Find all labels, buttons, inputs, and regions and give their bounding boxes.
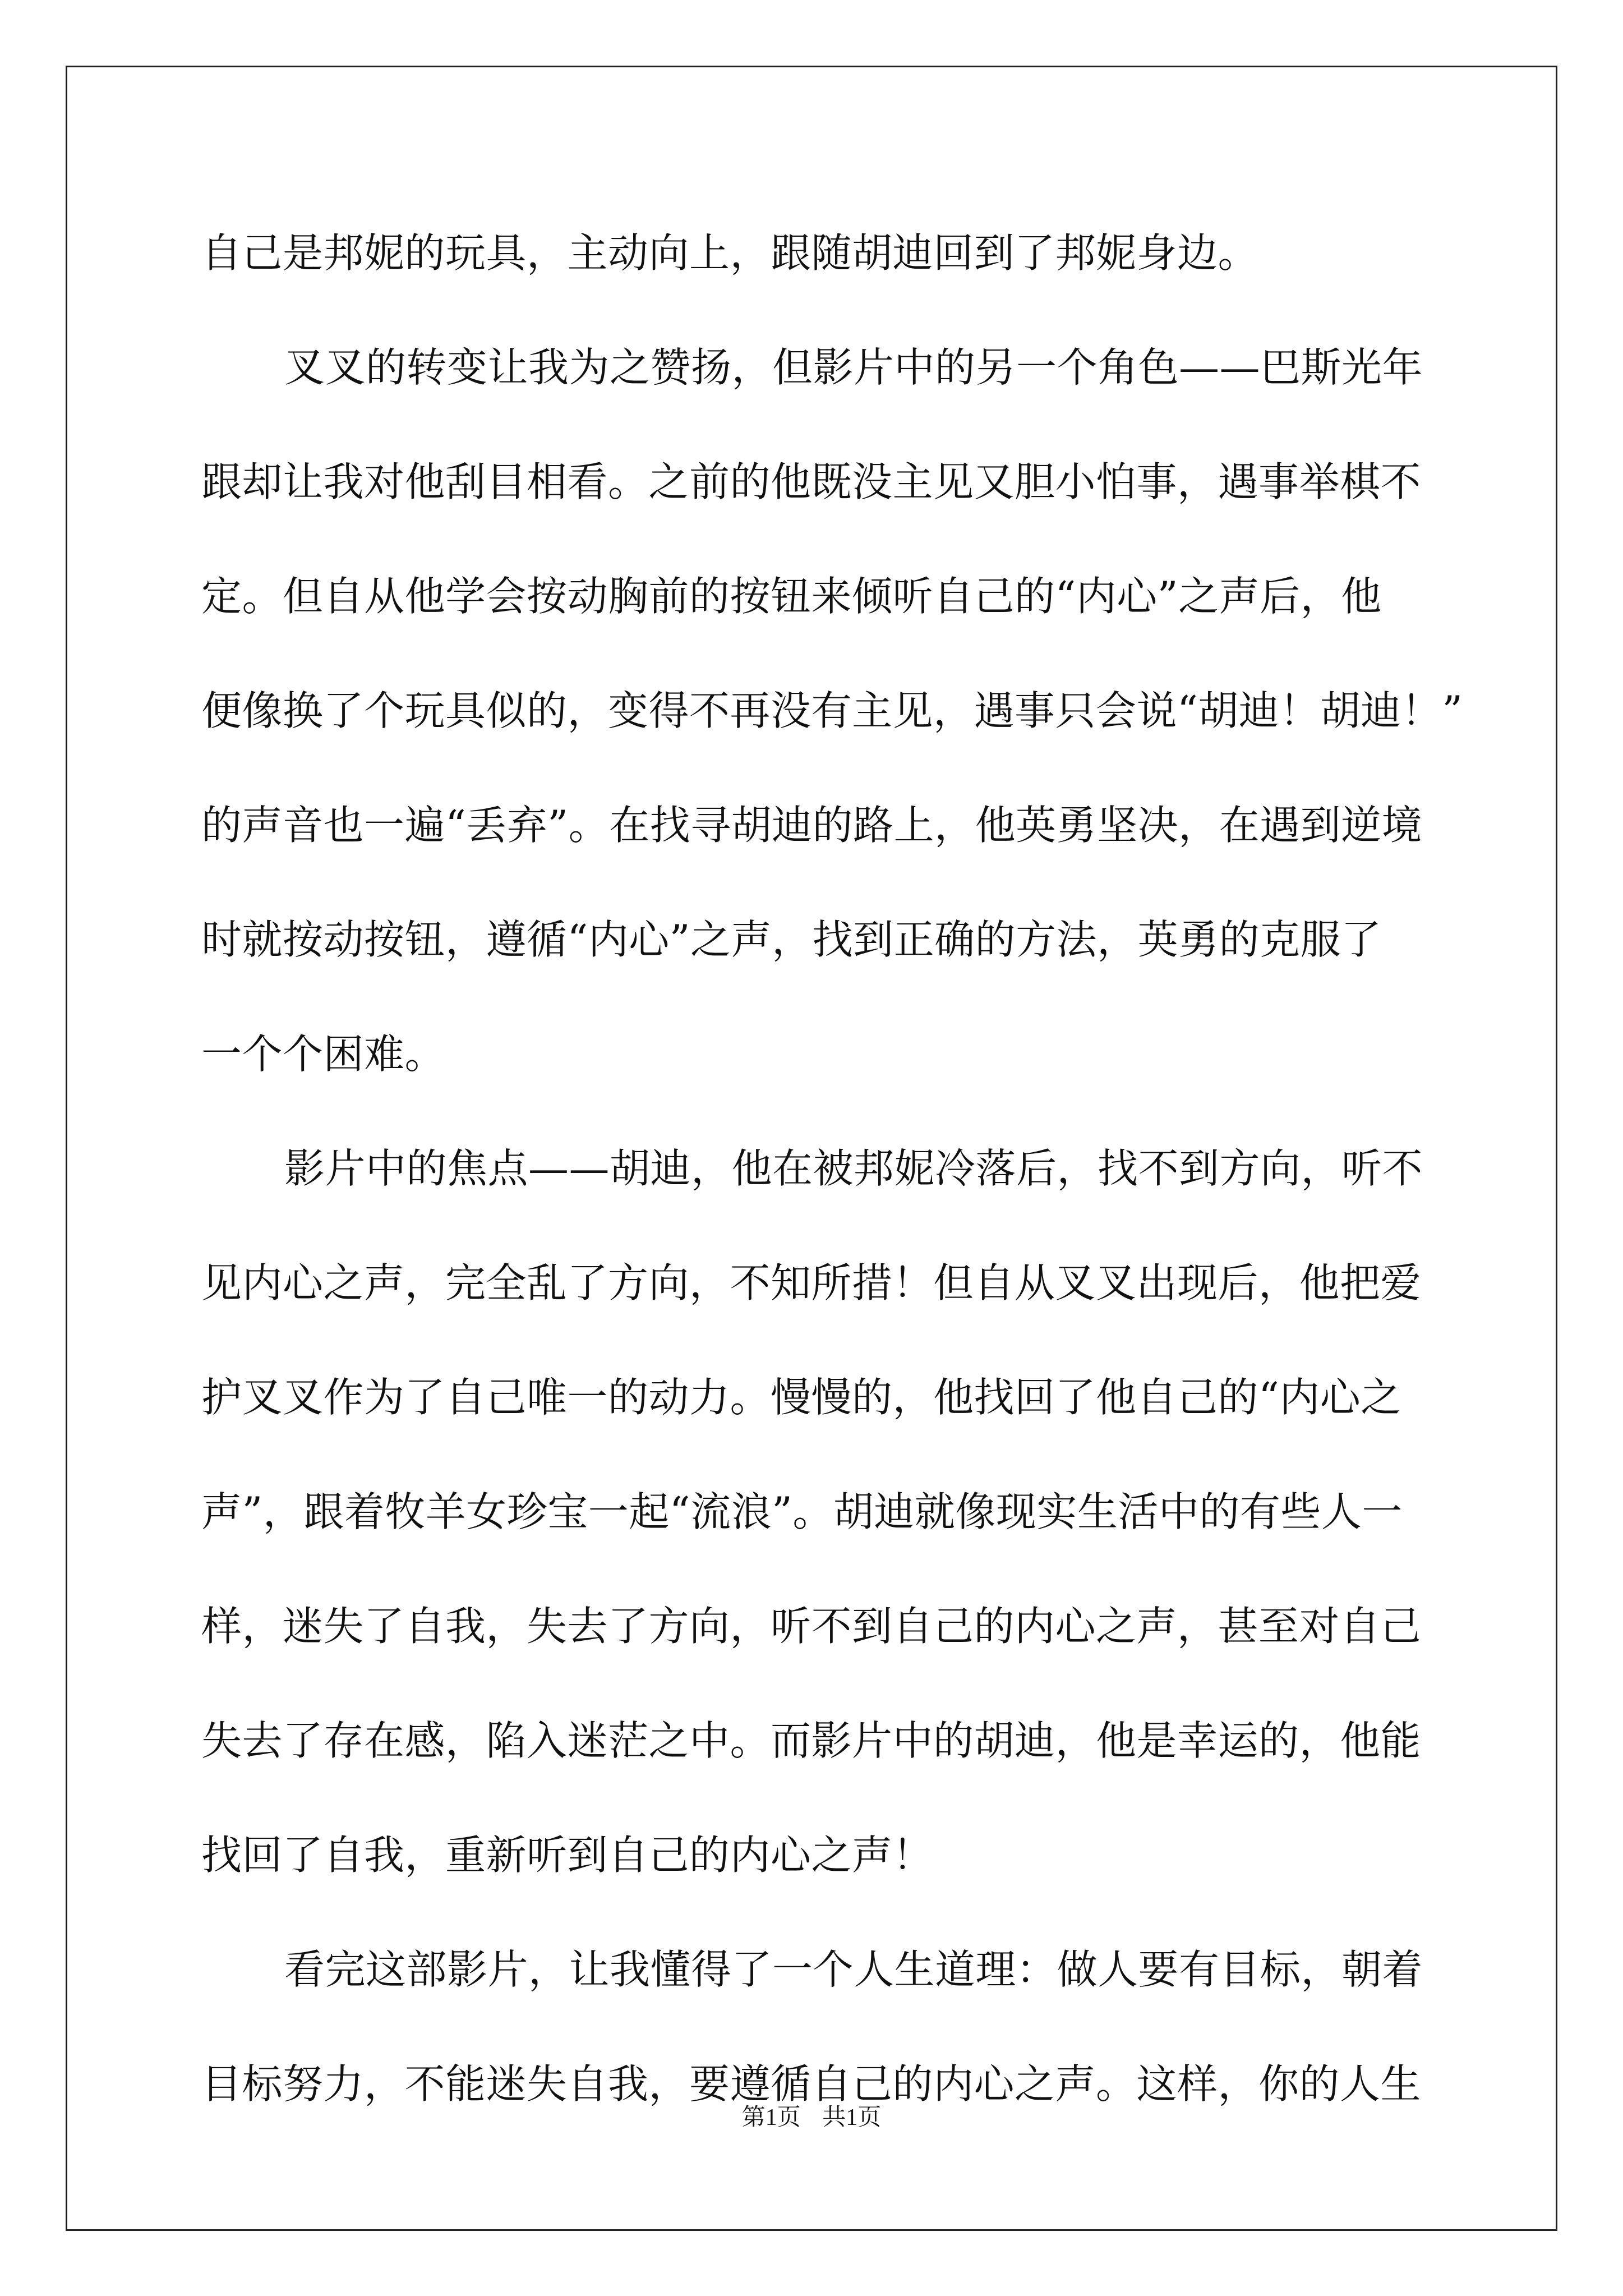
text-line: 失去了存在感，陷入迷茫之中。而影片中的胡迪，他是幸运的，他能 — [201, 1717, 1422, 1764]
text-line: 目标努力，不能迷失自我，要遵循自己的内心之声。这样，你的人生 — [201, 2060, 1422, 2108]
text-line: 的声音也一遍“丢弃”。在找寻胡迪的路上，他英勇坚决，在遇到逆境 — [201, 802, 1423, 849]
text-line: 定。但自从他学会按动胸前的按钮来倾听自己的“内心”之声后，他 — [201, 573, 1382, 620]
text-line: 见内心之声，完全乱了方向，不知所措！但自从叉叉出现后，他把爱 — [201, 1259, 1422, 1306]
paragraph-start-line: 影片中的焦点——胡迪，他在被邦妮冷落后，找不到方向，听不 — [284, 1145, 1423, 1192]
page-footer — [0, 2101, 1623, 2134]
text-line: 找回了自我，重新听到自己的内心之声！ — [201, 1832, 934, 1879]
text-line: 样，迷失了自我，失去了方向，听不到自己的内心之声，甚至对自己 — [201, 1603, 1422, 1650]
text-line: 一个个困难。 — [201, 1030, 446, 1078]
text-line: 时就按动按钮，遵循“内心”之声，找到正确的方法，英勇的克服了 — [201, 916, 1382, 963]
text-line: 护叉叉作为了自己唯一的动力。慢慢的，他找回了他自己的“内心之 — [201, 1374, 1401, 1421]
paragraph-start-line: 叉叉的转变让我为之赞扬，但影片中的另一个角色——巴斯光年 — [284, 344, 1423, 391]
text-line: 自己是邦妮的玩具，主动向上，跟随胡迪回到了邦妮身边。 — [201, 229, 1259, 277]
total-pages: 共1页 — [822, 2105, 882, 2131]
text-line: 跟却让我对他刮目相看。之前的他既没主见又胆小怕事，遇事举棋不 — [201, 458, 1422, 505]
document-body — [201, 211, 1463, 2156]
text-line: 声”，跟着牧羊女珍宝一起“流浪”。胡迪就像现实生活中的有些人一 — [201, 1488, 1403, 1535]
text-line: 便像换了个玩具似的，变得不再没有主见，遇事只会说“胡迪！胡迪！” — [201, 687, 1463, 734]
paragraph-start-line: 看完这部影片，让我懂得了一个人生道理：做人要有目标，朝着 — [284, 1946, 1423, 1993]
page-number: 第1页 — [741, 2105, 801, 2131]
